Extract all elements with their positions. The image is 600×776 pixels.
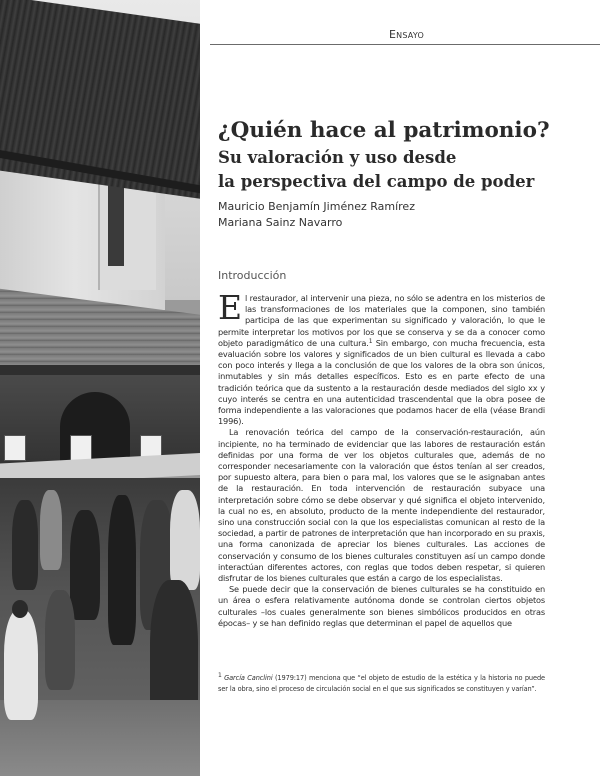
footnote-ref[interactable]: 1 [368,337,373,345]
cover-photo [0,0,200,776]
photo-child-head [12,600,28,618]
footnote-text: (1979:17) menciona que “el objeto de estudio de la estética y la historia no puede ser la obra, sino el proceso de circulación social en el que sus significados se constituyen y varían”. [218,674,545,693]
article-title: ¿Quién hace al patrimonio? [218,118,550,143]
article-subtitle-line-2: la perspectiva del campo de poder [218,172,535,191]
footnote-number: 1 [218,672,222,679]
photo-banner [4,435,26,461]
paragraph: Se puede decir que la conservación de bienes culturales se ha constituido en un área o esfera relativamente autónoma donde se controlan ciertos objetos culturales –los cuales generalmente son bienes simbólicos producidos en otras épocas– y se han definido reglas que determinan el papel de aquellos que [218,584,545,628]
photo-person [70,510,100,620]
photo-person [170,490,200,590]
photo-tower-window [108,178,124,266]
author-name: Mariana Sainz Navarro [218,216,343,229]
paragraph-text: l restaurador, al intervenir una pieza, no sólo se adentra en los misterios de las transformaciones de los materiales que la componen, sino también participa de las que experimentan su significado y valoración, lo que le permite interpretar los motivos por los que se conserva y se da a conocer como objeto paradigmático de una cultura. [218,293,545,348]
photo-person [12,500,38,590]
footnote-author: García Canclini [224,674,273,682]
paragraph [218,288,545,427]
drop-cap: E [218,288,242,327]
article-body [218,288,545,629]
paragraph: La renovación teórica del campo de la conservación-restauración, aún incipiente, no ha terminado de evidenciar que las labores de restauración están definidas por una forma de ver los objetos culturales que, además de no corresponder necesariamente con la valoración que éstos tenían al ser creados, por supuesto altera, para bien o para mal, los valores que se le asignaban antes de la restauración. En toda intervención de restauración subyace una interpretación sobre cómo se debe observar y qué significa el objeto intervenido, la cual no es, en absoluto, producto de la mente independiente del restaurador, sino una construcción social con la que los especialistas comunican al resto de la sociedad, a partir de patrones de interpretación que han incorporado en su praxis, una forma canonizada de apreciar los bienes culturales. Las acciones de conservación y consumo de los bienes culturales constituyen así un campo donde interactúan diferentes actores, con reglas que todos deben respetar, si quieren disfrutar de los bienes culturales que están a cargo de los especialistas. [218,427,545,584]
author-name: Mauricio Benjamín Jiménez Ramírez [218,200,415,213]
photo-banner [70,435,92,461]
photo-child [4,610,38,720]
photo-person [40,490,62,570]
header-rule [210,44,600,45]
section-label: Ensayo [389,28,424,41]
article-subtitle-line-1: Su valoración y uso desde [218,148,457,167]
footnote [218,673,545,694]
section-heading: Introducción [218,269,287,282]
photo-person [108,495,136,645]
photo-eaves [0,365,200,375]
paragraph-text: Sin embargo, con mucha frecuencia, esta evaluación sobre los valores y significados de un bien cultural es llevada a cabo con poco interés y llega a la conclusión de que los valores de la obra son únicos, inmutables y sin más detalles específicos. Esto es en parte efecto de una tradición teórica que da sustento a la restauración desde mediados del siglo xx y cuyo interés se centra en una autenticidad trascendental que la obra posee de forma independiente a las valoraciones que podamos hacer de ella (véase Brandi 1996). [218,337,545,427]
photo-person [45,590,75,690]
